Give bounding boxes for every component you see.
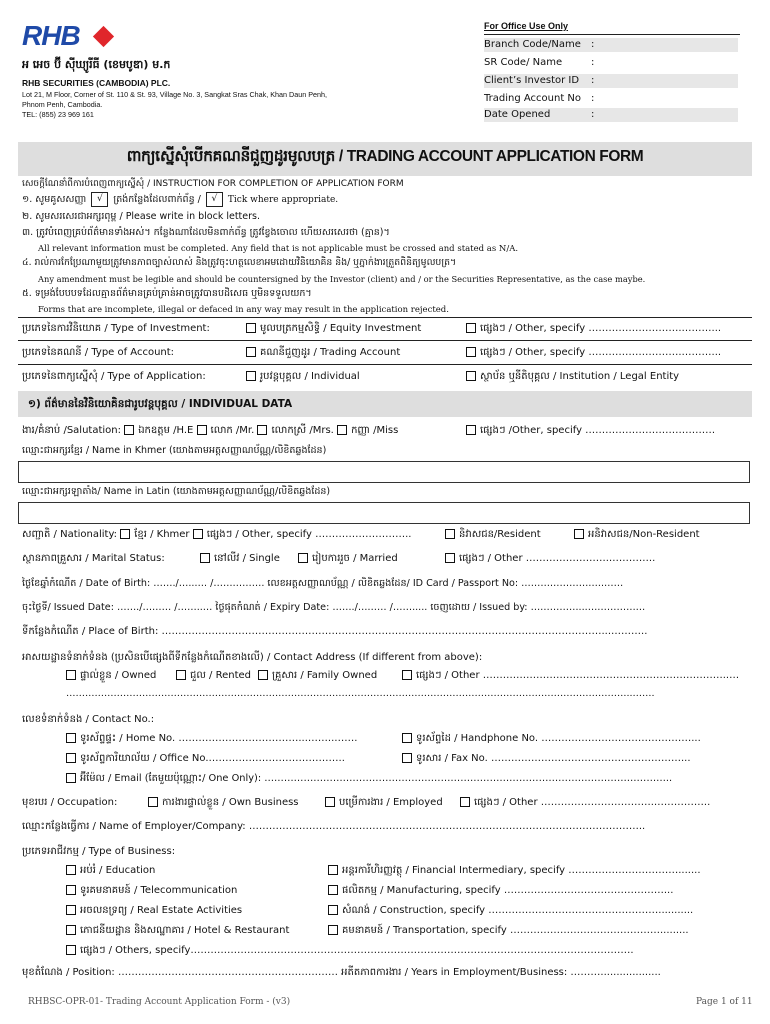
checkbox-icon[interactable] — [66, 670, 76, 680]
option-label: ភោជនីយដ្ឋាន និងសណ្ឋាគារ / Hotel & Restaurant — [80, 925, 290, 936]
checkbox-icon[interactable] — [466, 371, 476, 381]
option-label: អប់រំ / Education — [80, 865, 156, 876]
instruction-3-kh: ៣. ត្រូវបំពេញគ្រប់ព័ត៌មានទាំងអស់។ កន្លែងណាដែលមិនពាក់ព័ន្ធ ត្រូវខ្វែងចោល ហើយសរសេរថា (គ្មាន)។ — [22, 227, 390, 238]
checkbox-icon[interactable] — [328, 885, 338, 895]
form-title: ពាក្យស្នើសុំបើកគណនីជួញដូរមូលបត្រ / TRADING ACCOUNT APPLICATION FORM — [126, 148, 644, 165]
checkbox-icon[interactable] — [466, 425, 476, 435]
checkbox-icon[interactable] — [466, 323, 476, 333]
field-label: ទូរស័ព្ទការិយាល័យ / Office No.………………………………….. — [80, 753, 345, 764]
option-label: ផ្ទាល់ខ្លួន / Owned — [80, 670, 157, 681]
married-checkbox[interactable] — [298, 552, 398, 566]
trading-account-no-label: Trading Account No — [484, 93, 582, 104]
option-label: ផ្សេងៗ / Other, specify ……………………….………... — [480, 323, 722, 334]
option-label: រៀបការរួច / Married — [312, 553, 398, 564]
sr-code-field[interactable] — [484, 56, 738, 70]
option-label: ស្ថាប័ន ឬនីតិបុគ្គល / Institution / Legal Entity — [480, 371, 680, 382]
checkbox-icon[interactable] — [328, 925, 338, 935]
own-business-checkbox[interactable] — [148, 796, 299, 810]
name-khmer-input[interactable] — [18, 461, 750, 483]
biz-manufacturing-checkbox[interactable] — [328, 884, 673, 898]
option-label: ផ្សេងៗ / Other …………………….………….. — [459, 553, 656, 564]
business-type-label: ប្រភេទអាជីវកម្ម / Type of Business: — [22, 846, 176, 857]
account-other-checkbox[interactable] — [466, 346, 721, 360]
employed-checkbox[interactable] — [325, 796, 443, 810]
investment-other-checkbox[interactable] — [466, 322, 721, 336]
investor-id-field[interactable] — [484, 74, 738, 88]
option-label: អចលនទ្រព្យ / Real Estate Activities — [80, 905, 243, 916]
separator: : — [591, 93, 595, 104]
field-label: ទូរសារ / Fax No. …………………………………………………... — [416, 753, 691, 764]
option-label: អនិវាសជន/Non-Resident — [588, 529, 700, 540]
checkbox-icon[interactable] — [66, 925, 76, 935]
checkbox-icon[interactable] — [328, 905, 338, 915]
email-field[interactable] — [66, 772, 672, 786]
employer-field[interactable]: ឈ្មោះកន្លែងធ្វើការ / Name of Employer/Company: ……………………………………………………………………………………………………….. — [22, 821, 646, 832]
checkbox-icon[interactable] — [197, 425, 207, 435]
divider — [18, 364, 752, 365]
office-phone-field[interactable] — [66, 752, 345, 766]
checkbox-icon[interactable] — [66, 945, 76, 955]
biz-others-checkbox[interactable] — [66, 944, 634, 958]
investor-id-label: Client’s Investor ID — [484, 75, 580, 86]
checkbox-icon[interactable] — [124, 425, 134, 435]
address-family-checkbox[interactable] — [258, 669, 377, 683]
occupation-label: មុខរបរ / Occupation: — [22, 797, 118, 808]
checkbox-icon[interactable] — [66, 753, 76, 763]
checkbox-icon[interactable] — [148, 797, 158, 807]
option-label: ផ្សេងៗ / Others, specify……………………………………………………………………………………………………………………. — [80, 945, 634, 956]
office-use-rule — [484, 34, 740, 35]
checkbox-icon[interactable] — [257, 425, 267, 435]
divider — [18, 340, 752, 341]
tick-example-box: √ — [91, 192, 108, 207]
non-resident-checkbox[interactable] — [574, 528, 700, 542]
separator: : — [591, 57, 595, 68]
instruction-1 — [22, 192, 338, 207]
checkbox-icon[interactable] — [120, 529, 130, 539]
checkbox-icon[interactable] — [176, 670, 186, 680]
checkbox-icon[interactable] — [337, 425, 347, 435]
option-label: កញ្ញា /Miss — [351, 425, 399, 436]
checkbox-icon[interactable] — [325, 797, 335, 807]
address-line-2: Phnom Penh, Cambodia. — [22, 100, 103, 109]
logo-diamond-icon — [93, 26, 114, 47]
date-opened-label: Date Opened — [484, 109, 551, 120]
checkbox-icon[interactable] — [246, 323, 256, 333]
checkbox-icon[interactable] — [460, 797, 470, 807]
issue-expiry-row[interactable]: ចុះថ្ងៃទី/ Issued Date: ……./……… /……..… ថ្ងៃផុតកំណត់ / Expiry Date: ……./……… /……..... ចេញដោយ / Issued by: ……………...……………… — [22, 602, 646, 613]
telephone: TEL: (855) 23 969 161 — [22, 110, 94, 119]
form-id-footer: RHBSC-OPR-01- Trading Account Application Form - (v3) — [28, 997, 291, 1007]
checkbox-icon[interactable] — [246, 347, 256, 357]
checkbox-icon[interactable] — [402, 753, 412, 763]
biz-construction-checkbox[interactable] — [328, 904, 693, 918]
option-label: គមនាគមន៍ / Transportation, specify ………………………………………......... — [342, 925, 689, 936]
checkbox-icon[interactable] — [402, 670, 412, 680]
option-label: ផ្សេងៗ / Other …………………………….…………….. — [474, 797, 711, 808]
checkbox-icon[interactable] — [402, 733, 412, 743]
checkbox-icon[interactable] — [466, 347, 476, 357]
option-label: និវាសជន/Resident — [459, 529, 541, 540]
section-1-title: ១) ព័ត៌មាននៃវិនិយោគិនជារូបវន្តបុគ្គល / INDIVIDUAL DATA — [28, 398, 293, 410]
checkbox-icon[interactable] — [445, 529, 455, 539]
nationality-row — [22, 528, 411, 542]
institution-checkbox[interactable] — [466, 370, 679, 384]
option-label: គ្រួសារ / Family Owned — [272, 670, 378, 681]
option-label: មូលបត្រកម្មសិទ្ធិ / Equity Investment — [260, 323, 422, 334]
fax-field[interactable] — [402, 752, 691, 766]
instruction-1-text-c: Tick where appropriate. — [227, 195, 339, 205]
name-khmer-label: ឈ្មោះជាអក្សរខ្មែរ / Name in Khmer (យោងតាមអត្តសញ្ញាណប័ណ្ណ/លិខិតឆ្លងដែន) — [22, 445, 327, 456]
checkbox-icon[interactable] — [258, 670, 268, 680]
contact-address-label: អាសយដ្ឋានទំនាក់ទំនង (ប្រសិនបើផ្សេងពីទីកន្លែងកំណើតខាងលើ) / Contact Address (If different from above): — [22, 652, 483, 663]
equity-investment-checkbox[interactable] — [246, 322, 421, 336]
salutation-miss[interactable] — [337, 425, 398, 436]
address-line-1: Lot 21, M Floor, Corner of St. 110 & St. 93, Village No. 3, Sangkat Sras Chak, Khan Daun Penh, — [22, 90, 327, 99]
option-label: ជួល / Rented — [190, 670, 252, 681]
option-label: ផ្សេងៗ /Other, specify ………………………………… — [480, 425, 716, 436]
option-label: ការងារផ្ទាល់ខ្លួន / Own Business — [162, 797, 299, 808]
checkbox-icon[interactable] — [246, 371, 256, 381]
trading-account-no-field[interactable] — [484, 92, 738, 106]
option-label: នៅលីវ / Single — [214, 553, 280, 564]
rhb-logo — [22, 20, 80, 52]
checkbox-icon[interactable] — [66, 885, 76, 895]
field-label: អ៊ីម៉ែល / Email (តែមួយប៉ុណ្ណោះ/ One Only): …………………………………………………………………………………………………………….. — [80, 773, 673, 784]
salutation-he[interactable] — [124, 425, 193, 436]
option-label: គណនីជួញដូរ / Trading Account — [260, 347, 401, 358]
salutation-row — [22, 424, 398, 438]
place-of-birth-field[interactable]: ទីកន្លែងកំណើត / Place of Birth: ……………………………………………………………………………………………………………………...……….. — [22, 626, 648, 637]
checkbox-icon[interactable] — [200, 553, 210, 563]
option-label: ផ្សេងៗ / Other ………………………………………………………………..… — [416, 670, 740, 681]
address-line-input[interactable]: ……………………………………………………………………………………………………………………………………………………………..……. — [66, 688, 655, 699]
instruction-1-text-b: ត្រង់កន្លែងដែលពាក់ព័ន្ធ / — [113, 194, 201, 205]
branch-code-field[interactable] — [484, 38, 738, 52]
instruction-5-en: Forms that are incomplete, illegal or defaced in any way may result in the application rejected. — [38, 305, 449, 315]
name-latin-input[interactable] — [18, 502, 750, 524]
checkbox-icon[interactable] — [298, 553, 308, 563]
salutation-mr[interactable] — [197, 425, 255, 436]
sr-code-label: SR Code/ Name — [484, 57, 563, 68]
firm-name: RHB SECURITIES (CAMBODIA) PLC. — [22, 78, 171, 88]
biz-education-checkbox[interactable] — [66, 864, 155, 878]
option-label: ឯកឧត្តម /H.E — [138, 425, 194, 436]
nationality-other[interactable] — [193, 529, 412, 540]
option-label: លោកស្រី /Mrs. — [271, 425, 334, 436]
checkbox-icon[interactable] — [66, 905, 76, 915]
handphone-field[interactable] — [402, 732, 701, 746]
trading-account-checkbox[interactable] — [246, 346, 400, 360]
option-label: បម្រើការងារ / Employed — [339, 797, 443, 808]
checkbox-icon[interactable] — [574, 529, 584, 539]
option-label: ផលិតកម្ម / Manufacturing, specify …………………………………………... — [342, 885, 674, 896]
checkbox-icon[interactable] — [66, 773, 76, 783]
option-label: លោក /Mr. — [210, 425, 255, 436]
separator: : — [591, 75, 595, 86]
biz-real-estate-checkbox[interactable] — [66, 904, 242, 918]
date-opened-field[interactable] — [484, 108, 738, 122]
biz-financial-checkbox[interactable] — [328, 864, 701, 878]
page-number: Page 1 of 11 — [696, 997, 753, 1007]
divider — [18, 317, 752, 318]
checkbox-icon[interactable] — [66, 865, 76, 875]
instruction-heading: សេចក្តីណែនាំពីការបំពេញពាក្យស្នើសុំ / INSTRUCTION FOR COMPLETION OF APPLICATION FORM — [22, 179, 404, 189]
separator: : — [591, 109, 595, 120]
resident-checkbox[interactable] — [445, 528, 541, 542]
biz-hotel-checkbox[interactable] — [66, 924, 289, 938]
instruction-4-en: Any amendment must be legible and should be countersigned by the Investor (client) and / or the Securities Representative, as the case maybe. — [38, 274, 646, 284]
company-name-khmer: អ អេច ប៊ី ស៊ីឃ្យូរីធី (ខេមបូឌា) ម.ក — [22, 58, 171, 71]
option-label: សំណង់ / Construction, specify ……………………………………………........... — [342, 905, 694, 916]
investment-type-label: ប្រភេទនៃការវិនិយោគ / Type of Investment: — [22, 323, 210, 334]
address-rented-checkbox[interactable] — [176, 669, 251, 683]
salutation-mrs[interactable] — [257, 425, 333, 436]
instruction-5-kh: ៥. ទម្រង់បែបបទដែលគ្មានព័ត៌មានគ្រប់គ្រាន់អាចត្រូវបានបដិសេធ ឬមិនទទួលយក។ — [22, 288, 312, 299]
name-latin-label: ឈ្មោះជាអក្សរឡាតាំង/ Name in Latin (យោងតាមអត្តសញ្ញាណប័ណ្ណ/លិខិតឆ្លងដែន) — [22, 486, 331, 497]
biz-telecom-checkbox[interactable] — [66, 884, 237, 898]
account-type-label: ប្រភេទនៃគណនី / Type of Account: — [22, 347, 175, 358]
individual-checkbox[interactable] — [246, 370, 360, 384]
tick-example-box: √ — [206, 192, 223, 207]
checkbox-icon[interactable] — [66, 733, 76, 743]
home-phone-field[interactable] — [66, 732, 357, 746]
marital-other-checkbox[interactable] — [445, 552, 655, 566]
address-owned-checkbox[interactable] — [66, 669, 156, 683]
firm-address — [22, 90, 402, 120]
checkbox-icon[interactable] — [193, 529, 203, 539]
instruction-3-en: All relevant information must be completed. Any field that is not applicable must be crossed and stated as N/A. — [38, 244, 519, 254]
salutation-label: ងារ/គំនាប់ /Salutation: — [22, 425, 121, 436]
biz-transport-checkbox[interactable] — [328, 924, 689, 938]
checkbox-icon[interactable] — [328, 865, 338, 875]
nationality-khmer[interactable] — [120, 529, 189, 540]
option-label: រូបវន្តបុគ្គល / Individual — [260, 371, 360, 382]
instruction-1-text: ១. សូមគូសសញ្ញា — [22, 194, 87, 205]
instruction-4-kh: ៤. រាល់ការកែប្រែណាមួយត្រូវមានភាពច្បាស់លាស់ និងត្រូវចុះហត្ថលេខាអមដោយវិនិយោគិន និង/ ឬភ្នាក់ងារត្រួតពិនិត្យមូលបត្រ។ — [22, 257, 457, 268]
instruction-2: ២. សូមសរសេរជាអក្សរពុម្ព / Please write in block letters. — [22, 211, 261, 222]
checkbox-icon[interactable] — [445, 553, 455, 563]
office-use-title: For Office Use Only — [484, 21, 569, 31]
separator: : — [591, 39, 595, 50]
option-label: អន្តរការីហិរញ្ញវត្ថុ / Financial Intermediary, specify ……………………………....... — [342, 865, 701, 876]
field-label: ទូរស័ព្ទផ្ទះ / Home No. ………………………………...……..……. — [80, 733, 358, 744]
option-label: ទូរគមនាគមន៍ / Telecommunication — [80, 885, 238, 896]
nationality-label: សញ្ជាតិ / Nationality: — [22, 529, 118, 540]
dob-id-row[interactable]: ថ្ងៃខែឆ្នាំកំណើត / Date of Birth: ……./…..…. /……………. លេខអត្តសញ្ញាណប័ណ្ណ / លិខិតឆ្លងដែន/ ID Card / Passport No: ……………………..…… — [22, 578, 624, 589]
logo-text: RHB — [22, 20, 80, 51]
address-other-checkbox[interactable] — [402, 669, 739, 683]
option-label: ផ្សេងៗ / Other, specify ……………………….. — [206, 529, 412, 540]
option-label: ខ្មែរ / Khmer — [134, 529, 190, 540]
contact-no-label: លេខទំនាក់ទំនង / Contact No.: — [22, 714, 155, 725]
field-label: ទូរស័ព្ទដៃ / Handphone No. ………………………………………... — [416, 733, 701, 744]
option-label: ផ្សេងៗ / Other, specify ……………………….………... — [480, 347, 722, 358]
occupation-other-checkbox[interactable] — [460, 796, 710, 810]
salutation-other[interactable] — [466, 424, 715, 438]
application-type-label: ប្រភេទនៃពាក្យស្នើសុំ / Type of Application: — [22, 371, 206, 382]
position-row[interactable]: មុខតំណែង / Position: ………………………………………………………… អតីតភាពការងារ / Years in Employment/Business: ………................... — [22, 967, 661, 978]
branch-code-label: Branch Code/Name — [484, 39, 581, 50]
single-checkbox[interactable] — [200, 552, 280, 566]
marital-label: ស្ថានភាពគ្រួសារ / Marital Status: — [22, 553, 165, 564]
